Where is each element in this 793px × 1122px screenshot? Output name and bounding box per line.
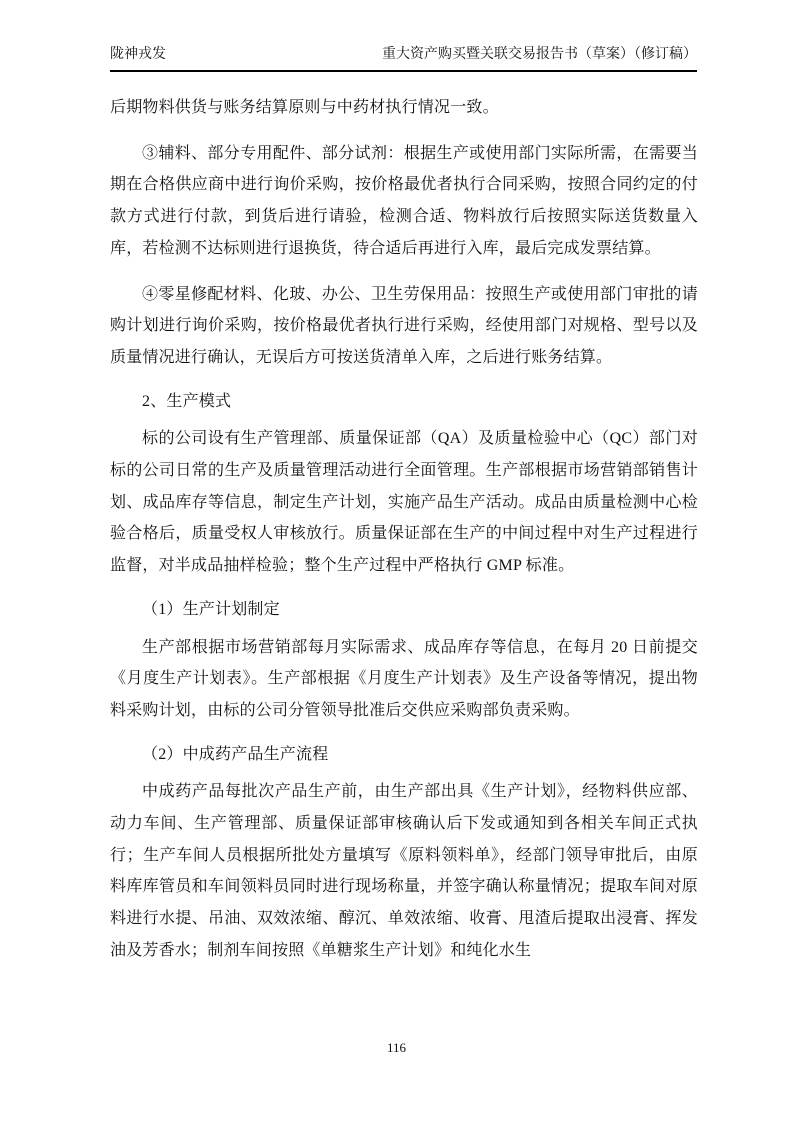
paragraph-item-3-auxiliary-materials: ③辅料、部分专用配件、部分试剂：根据生产或使用部门实际所需，在需要当期在合格供应商中进行询价采购，按价格最优者执行合同采购，按照合同约定的付款方式进行付款，到货后进行请验，检测合适、物料放行后按照实际送货数量入库，若检测不达标则进行退换货，待合适后再进行入库，最后完成发票结算。 bbox=[110, 144, 698, 257]
paragraph-production-planning: 生产部根据市场营销部每月实际需求、成品库存等信息，在每月 20 日前提交《月度生产计划表》。生产部根据《月度生产计划表》及生产设备等情况，提出物料采购计划，由标的公司分管领导批准后交供应采购部负责采购。 bbox=[110, 638, 698, 719]
section-heading-production-mode: 2、生产模式 bbox=[142, 392, 232, 410]
subsection-heading-production-planning: （1）生产计划制定 bbox=[142, 600, 280, 618]
paragraph-item-4-misc-supplies: ④零星修配材料、化玻、办公、卫生劳保用品：按照生产或使用部门审批的请购计划进行询价采购，按价格最优者执行进行采购，经使用部门对规格、型号以及质量情况进行确认，无误后方可按送货清单入库，之后进行账务结算。 bbox=[110, 285, 698, 366]
header-report-title: 重大资产购买暨关联交易报告书（草案）（修订稿） bbox=[382, 47, 697, 62]
page-footer bbox=[0, 1040, 793, 1056]
paragraph-tcm-production-process: 中成药产品每批次产品生产前，由生产部出具《生产计划》，经物料供应部、动力车间、生产管理部、质量保证部审核确认后下发或通知到各相关车间正式执行；生产车间人员根据所批处方量填写《原料领料单》，经部门领导审批后，由原料库库管员和车间领料员同时进行现场称量，并签字确认称量情况；提取车间对原料进行水提、吊油、双效浓缩、醇沉、单效浓缩、收膏、甩渣后提取出浸膏、挥发油及芳香水；制剂车间按照《单糖浆生产计划》和纯化水生 bbox=[110, 783, 698, 959]
page-header bbox=[110, 46, 697, 72]
page-number: 116 bbox=[386, 1040, 407, 1055]
header-company-name: 陇神戎发 bbox=[110, 47, 166, 62]
document-body bbox=[110, 92, 698, 967]
subsection-heading-tcm-production-process: （2）中成药产品生产流程 bbox=[142, 745, 329, 763]
paragraph-continuation: 后期物料供货与账务结算原则与中药材执行情况一致。 bbox=[110, 99, 499, 116]
paragraph-production-management: 标的公司设有生产管理部、质量保证部（QA）及质量检验中心（QC）部门对标的公司日常的生产及质量管理活动进行全面管理。生产部根据市场营销部销售计划、成品库存等信息，制定生产计划，实施产品生产活动。成品由质量检测中心检验合格后，质量受权人审核放行。质量保证部在生产的中间过程中对生产过程进行监督，对半成品抽样检验；整个生产过程中严格执行 GMP 标准。 bbox=[110, 430, 698, 575]
